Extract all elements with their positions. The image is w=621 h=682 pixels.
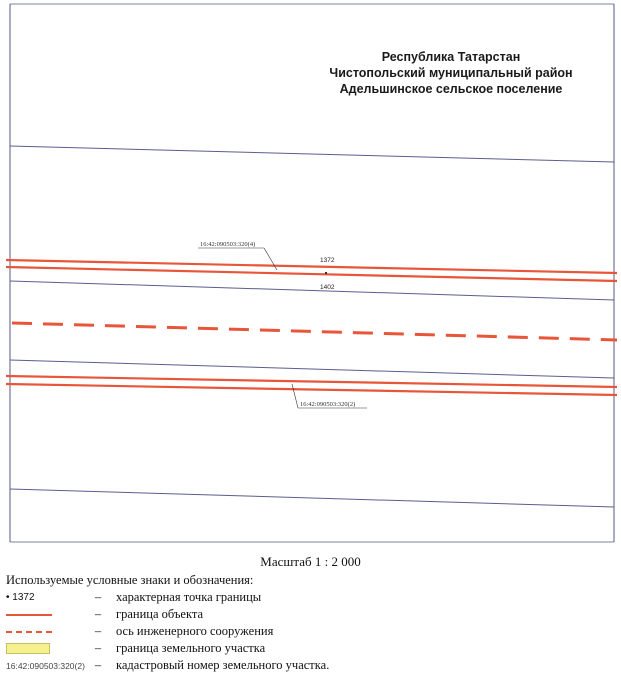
scale-label: Масштаб 1 : 2 000 xyxy=(260,554,361,569)
legend-symbol-solid-line xyxy=(6,606,90,623)
header-line-1: Республика Татарстан xyxy=(381,50,521,64)
legend-row-structure-axis: – ось инженерного сооружения xyxy=(6,623,606,640)
legend-row-object-boundary: – граница объекта xyxy=(6,606,606,623)
parcel-boundary-line xyxy=(10,146,614,162)
legend-text: характерная точка границы xyxy=(116,590,262,604)
object-boundary-line xyxy=(6,260,617,273)
cadastral-leader-bottom xyxy=(292,384,298,408)
header-line-2: Чистопольский муниципальный район xyxy=(329,66,573,80)
parcel-boundary-line xyxy=(10,360,614,378)
legend-symbol-point: • 1372 xyxy=(6,592,35,603)
legend-text: ось инженерного сооружения xyxy=(116,624,274,638)
parcel-boundary-line xyxy=(10,489,614,507)
legend-text: граница земельного участка xyxy=(116,641,266,655)
legend xyxy=(6,573,606,674)
legend-text: граница объекта xyxy=(116,607,204,621)
legend-row-parcel-boundary: – граница земельного участка xyxy=(6,640,606,657)
legend-row-cadastral: 16:42:090503:320(2) – кадастровый номер земельного участка. xyxy=(6,658,330,672)
legend-row-point: • 1372 – характерная точка границы xyxy=(6,590,262,604)
boundary-point-1372 xyxy=(325,272,327,274)
header-line-3: Адельшинское сельское поселение xyxy=(339,82,563,96)
legend-title: Используемые условные знаки и обозначения: xyxy=(6,573,254,587)
point-label-1402: 1402 xyxy=(320,284,335,291)
legend-text: кадастровый номер земельного участка. xyxy=(116,658,330,672)
legend-symbol-cadastral: 16:42:090503:320(2) xyxy=(6,660,85,671)
parcel-boundary-line xyxy=(10,281,614,300)
cadastral-label-bottom: 16:42:090503:320(2) xyxy=(300,401,356,408)
cadastral-label-top: 16:42:090503:320(4) xyxy=(200,241,256,248)
object-boundary-line xyxy=(6,267,617,281)
legend-symbol-parcel xyxy=(6,640,90,657)
legend-symbol-dashed-line xyxy=(6,623,90,640)
point-label-1372: 1372 xyxy=(320,257,335,264)
structure-axis-line xyxy=(12,323,617,340)
